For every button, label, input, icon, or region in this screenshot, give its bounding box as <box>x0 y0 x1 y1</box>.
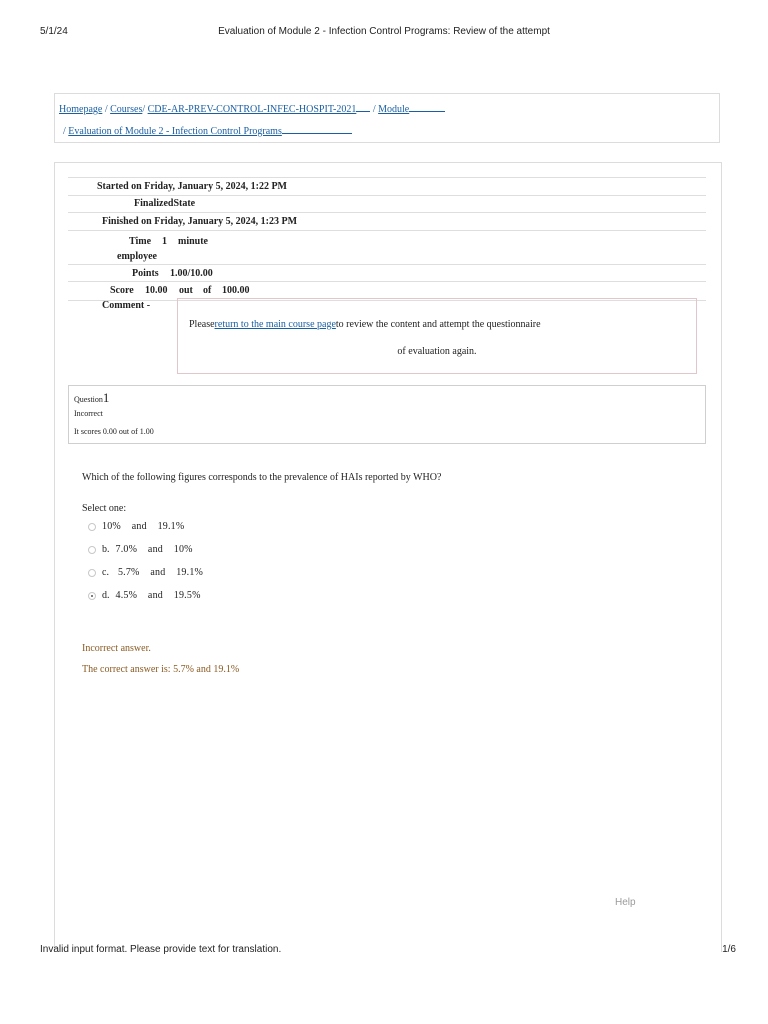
feedback-comment-box <box>177 298 697 374</box>
option-letter: b. <box>102 544 110 555</box>
score-label: Score <box>110 285 134 296</box>
option-text: 4.5% and 19.5% <box>115 590 201 601</box>
breadcrumb-evaluation-link[interactable]: Evaluation of Module 2 - Infection Control Programs <box>68 126 282 137</box>
summary-row-started <box>68 177 706 195</box>
time-value: 1 <box>162 236 167 247</box>
question-number <box>74 390 109 406</box>
summary-row-finished <box>68 212 706 230</box>
breadcrumb-separator: / <box>63 126 69 137</box>
comment-label: Comment - <box>102 300 151 311</box>
page-number: 1/6 <box>722 944 736 955</box>
feedback-correct-answer: The correct answer is: 5.7% and 19.1% <box>82 664 240 675</box>
time-label: Time <box>129 236 152 247</box>
finished-on: Finished on Friday, January 5, 2024, 1:23 PM <box>102 216 298 227</box>
comment-line-1 <box>189 319 541 330</box>
radio-unchecked-icon[interactable] <box>88 523 96 531</box>
points-value: 1.00/10.00 <box>170 268 213 279</box>
breadcrumb-module-link[interactable]: Module <box>378 104 410 115</box>
breadcrumb-course-link[interactable]: CDE-AR-PREV-CONTROL-INFEC-HOSPIT-2021 <box>147 104 357 115</box>
question-text: Which of the following figures corresponds to the prevalence of HAIs reported by WHO? <box>82 472 442 483</box>
main-course-page-link[interactable]: return to the main course page <box>214 319 336 330</box>
answer-option-a[interactable] <box>88 521 184 532</box>
print-title: Evaluation of Module 2 - Infection Control Programs: Review of the attempt <box>218 26 550 37</box>
question-status: Incorrect <box>74 409 103 418</box>
option-text: 5.7% and 19.1% <box>117 567 204 578</box>
score-out: out <box>179 285 193 296</box>
radio-unchecked-icon[interactable] <box>88 569 96 577</box>
answer-option-b[interactable] <box>88 544 193 555</box>
summary-row-points <box>68 264 706 281</box>
score-value: 10.00 <box>145 285 168 296</box>
link-underline <box>409 103 445 112</box>
comment-prefix: Please <box>189 319 215 330</box>
option-text: 10% and 19.1% <box>102 521 185 532</box>
option-text: 7.0% and 10% <box>115 544 193 555</box>
breadcrumb-homepage-link[interactable]: Homepage <box>59 104 103 115</box>
attempt-state: FinalizedState <box>134 198 196 209</box>
link-underline <box>356 103 370 112</box>
comment-line-2: of evaluation again. <box>397 346 477 357</box>
radio-checked-icon[interactable] <box>88 592 96 600</box>
score-max: 100.00 <box>222 285 250 296</box>
comment-suffix: to review the content and attempt the questionnaire <box>335 319 541 330</box>
select-one-prompt: Select one: <box>82 503 127 514</box>
breadcrumb-separator: / <box>104 104 111 115</box>
question-info-box <box>68 385 706 444</box>
question-number-value: 1 <box>102 390 110 405</box>
score-of: of <box>203 285 212 296</box>
points-label: Points <box>132 268 159 279</box>
print-footer-text: Invalid input format. Please provide text for translation. <box>40 944 282 955</box>
radio-unchecked-icon[interactable] <box>88 546 96 554</box>
breadcrumb-line-1 <box>59 103 445 115</box>
breadcrumb-separator: / <box>142 104 148 115</box>
time-label-2: employee <box>117 251 157 262</box>
attempt-summary-table <box>68 177 706 301</box>
question-label: Question <box>74 395 103 404</box>
feedback-result: Incorrect answer. <box>82 643 151 654</box>
option-letter: d. <box>102 590 110 601</box>
question-marks: It scores 0.00 out of 1.00 <box>74 427 154 436</box>
breadcrumb-separator: / <box>372 104 379 115</box>
help-link[interactable]: Help <box>615 897 636 908</box>
print-date: 5/1/24 <box>40 26 68 37</box>
answer-option-d[interactable] <box>88 590 201 601</box>
link-underline <box>282 125 352 134</box>
summary-row-state <box>68 195 706 212</box>
breadcrumb-courses-link[interactable]: Courses <box>110 104 143 115</box>
started-on: Started on Friday, January 5, 2024, 1:22 PM <box>97 181 287 192</box>
time-unit: minute <box>178 236 208 247</box>
answer-option-c[interactable] <box>88 567 203 578</box>
breadcrumb <box>54 93 720 143</box>
summary-row-time <box>68 230 706 264</box>
breadcrumb-line-2 <box>63 125 352 137</box>
option-letter: c. <box>102 567 109 578</box>
